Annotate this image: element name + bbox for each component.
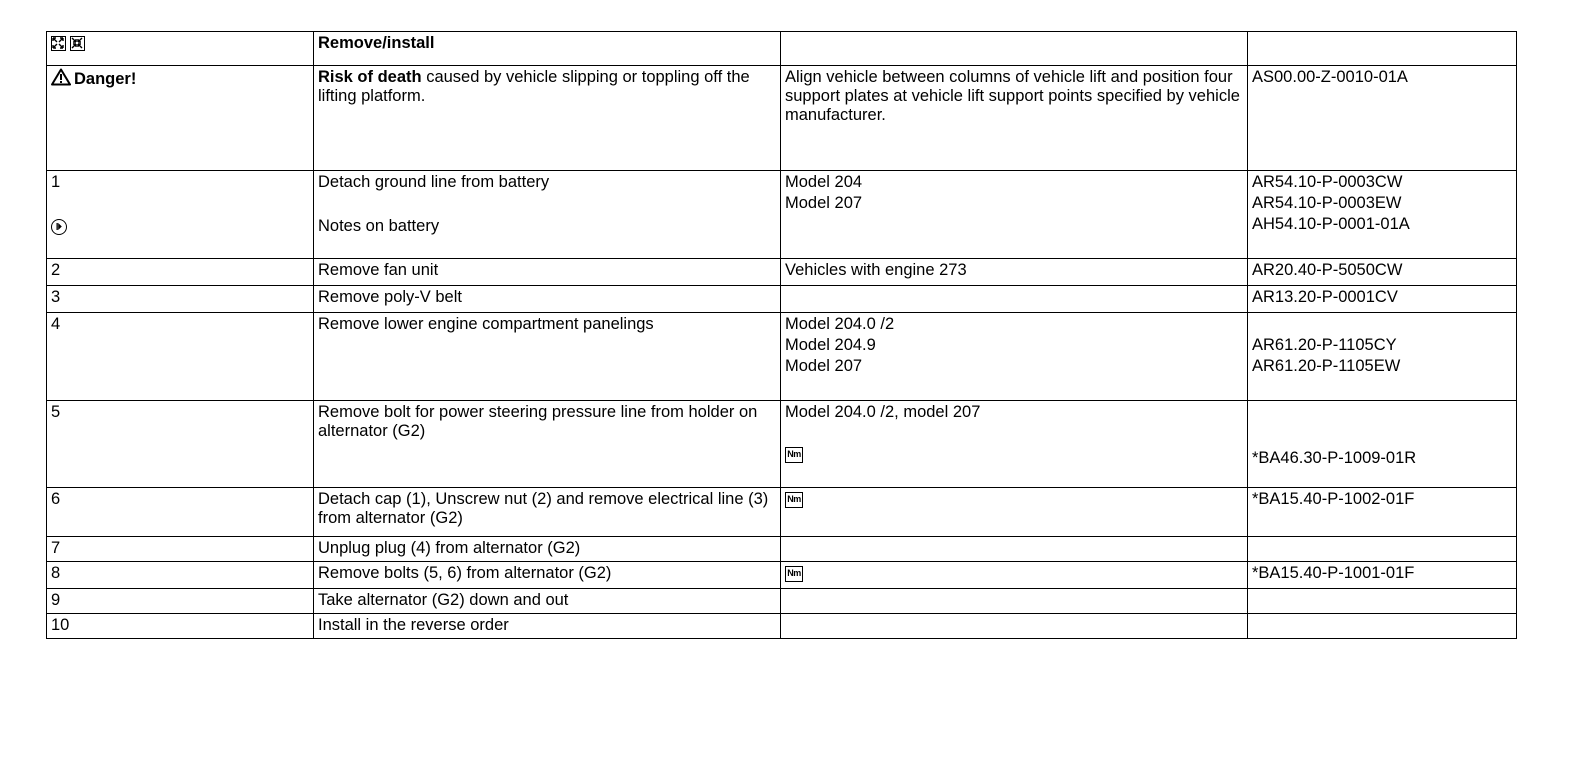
step-conditions-cell: [781, 286, 1248, 313]
step-refs-cell: [1248, 614, 1517, 639]
step-ref: *BA46.30-P-1009-01R: [1252, 449, 1417, 467]
step-number: 1: [51, 173, 61, 191]
step-condition: Model 207: [785, 194, 863, 212]
danger-label-cell: [47, 66, 314, 171]
step-condition: Model 204.9: [785, 336, 876, 354]
step-task: Remove lower engine compartment panelings: [314, 313, 781, 401]
step-number: 6: [47, 488, 314, 537]
step-conditions-cell: [781, 614, 1248, 639]
step-row: [47, 401, 1517, 488]
step-row: [47, 488, 1517, 537]
step-task: Take alternator (G2) down and out: [314, 589, 781, 614]
step-task: Remove poly-V belt: [314, 286, 781, 313]
danger-row: [47, 66, 1517, 171]
note-circle-icon: [51, 219, 67, 235]
step-conditions-cell: [781, 313, 1248, 401]
header-title: Remove/install: [314, 32, 781, 66]
step-ref: AR61.20-P-1105CY: [1252, 336, 1397, 354]
procedure-table: [46, 31, 1517, 639]
step-task: Remove bolt for power steering pressure line from holder on alternator (G2): [314, 401, 781, 488]
step-number: 3: [47, 286, 314, 313]
expand-arrows-icon: [51, 36, 66, 51]
step-conditions-cell: [781, 589, 1248, 614]
step-refs-cell: [1248, 171, 1517, 259]
step-condition: Vehicles with engine 273: [781, 259, 1248, 286]
step-refs-cell: [1248, 401, 1517, 488]
risk-bold-text: Risk of death: [318, 68, 422, 86]
torque-nm-icon: Nm: [785, 447, 803, 463]
step-refs-cell: [1248, 313, 1517, 401]
step-row: [47, 286, 1517, 313]
step-ref: *BA15.40-P-1002-01F: [1248, 488, 1517, 537]
step-conditions-cell: [781, 488, 1248, 537]
step-ref: AR61.20-P-1105EW: [1252, 357, 1401, 375]
step-task: Detach ground line from battery: [318, 173, 550, 191]
step-task: Unplug plug (4) from alternator (G2): [314, 537, 781, 562]
step-condition: Model 207: [785, 357, 863, 375]
step-row: [47, 589, 1517, 614]
header-row: [47, 32, 1517, 66]
danger-label: Danger!: [74, 70, 137, 88]
warning-triangle-icon: [51, 68, 71, 91]
step-number: 8: [47, 562, 314, 589]
danger-ref: AS00.00-Z-0010-01A: [1248, 66, 1517, 171]
step-condition: Model 204.0 /2, model 207: [785, 403, 981, 421]
collapse-arrows-icon: [70, 36, 85, 51]
torque-nm-icon: Nm: [785, 492, 803, 508]
step-conditions-cell: [781, 537, 1248, 562]
step-condition: Model 204: [785, 173, 863, 191]
step-row: [47, 537, 1517, 562]
danger-risk-cell: [314, 66, 781, 171]
step-number: 4: [47, 313, 314, 401]
step-condition: Model 204.0 /2: [785, 315, 895, 333]
step-ref: AR20.40-P-5050CW: [1248, 259, 1517, 286]
step-ref: *BA15.40-P-1001-01F: [1248, 562, 1517, 589]
step-row: [47, 562, 1517, 589]
step-conditions-cell: [781, 171, 1248, 259]
step-row: [47, 313, 1517, 401]
header-empty-cell: [781, 32, 1248, 66]
step-conditions-cell: [781, 562, 1248, 589]
danger-instruction: Align vehicle between columns of vehicle lift and position four support plates at vehicle lift support points specified by vehicle manufacturer.: [781, 66, 1248, 171]
step-row: [47, 614, 1517, 639]
risk-text: caused by vehicle slipping or toppling off the lifting platform.: [318, 68, 750, 105]
step-number: 5: [47, 401, 314, 488]
step-task: Install in the reverse order: [314, 614, 781, 639]
step-row: [47, 259, 1517, 286]
step-number: 9: [47, 589, 314, 614]
step-task: Detach cap (1), Unscrew nut (2) and remove electrical line (3) from alternator (G2): [314, 488, 781, 537]
step-task-cell: [314, 171, 781, 259]
note-text: Notes on battery: [318, 217, 440, 235]
step-number-cell: [47, 171, 314, 259]
step-task: Remove fan unit: [314, 259, 781, 286]
torque-nm-icon: Nm: [785, 566, 803, 582]
step-ref: AR54.10-P-0003EW: [1252, 194, 1402, 212]
step-refs-cell: [1248, 589, 1517, 614]
step-ref: [1252, 315, 1512, 334]
step-task: Remove bolts (5, 6) from alternator (G2): [314, 562, 781, 589]
note-ref: AH54.10-P-0001-01A: [1252, 215, 1410, 233]
step-ref: AR54.10-P-0003CW: [1252, 173, 1403, 191]
header-empty-cell: [1248, 32, 1517, 66]
step-row: [47, 171, 1517, 259]
step-ref: AR13.20-P-0001CV: [1248, 286, 1517, 313]
header-icons-cell: [47, 32, 314, 66]
step-number: 10: [47, 614, 314, 639]
step-number: 2: [47, 259, 314, 286]
step-conditions-cell: [781, 401, 1248, 488]
step-number: 7: [47, 537, 314, 562]
step-refs-cell: [1248, 537, 1517, 562]
